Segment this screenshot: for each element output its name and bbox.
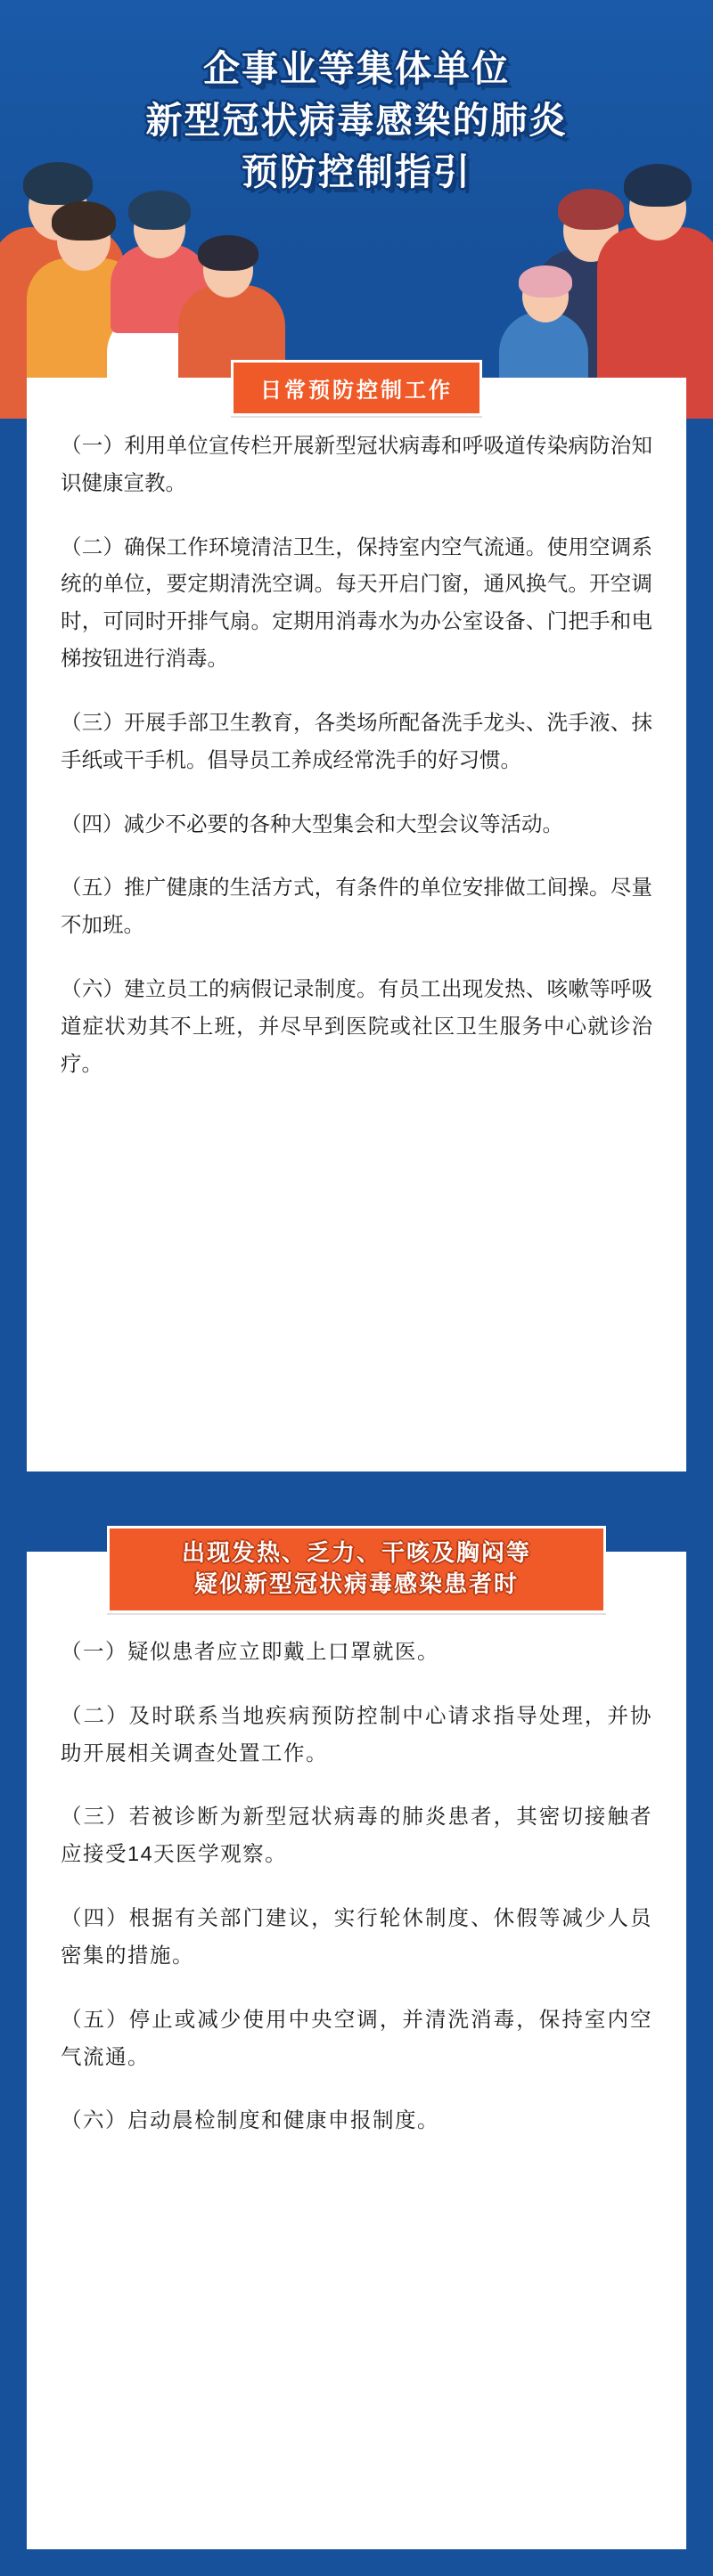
list-item: （六）启动晨检制度和健康申报制度。	[61, 2108, 439, 2132]
section-body	[27, 1552, 686, 2175]
list-item: （一）疑似患者应立即戴上口罩就医。	[61, 1640, 439, 1663]
title-line-2: 新型冠状病毒感染的肺炎	[145, 100, 568, 142]
section-banner-daily-prevention: 日常预防控制工作	[231, 360, 482, 416]
title-line-1: 企事业等集体单位	[203, 48, 510, 89]
list-item: （六）建立员工的病假记录制度。有员工出现发热、咳嗽等呼吸道症状劝其不上班，并尽早到医院或社区卫生服务中心就诊治疗。	[61, 977, 652, 1075]
list-item: （二）及时联系当地疾病预防控制中心请求指导处理，并协助开展相关调查处置工作。	[61, 1703, 652, 1765]
person-hair	[519, 265, 572, 298]
list-item: （四）根据有关部门建议，实行轮休制度、休假等减少人员密集的措施。	[61, 1906, 652, 1967]
section-card-daily-prevention	[27, 378, 686, 1471]
banner-line-2: 疑似新型冠状病毒感染患者时	[193, 1569, 519, 1597]
list-item: （四）减少不必要的各种大型集会和大型会议等活动。	[61, 811, 563, 836]
section-body	[27, 378, 686, 1119]
list-item: （五）停止或减少使用中央空调，并清洗消毒，保持室内空气流通。	[61, 2007, 652, 2068]
list-item: （五）推广健康的生活方式，有条件的单位安排做工间操。尽量不加班。	[61, 876, 652, 937]
title-line-3: 预防控制指引	[242, 151, 471, 193]
person-hair	[198, 235, 258, 271]
list-item: （三）若被诊断为新型冠状病毒的肺炎患者，其密切接触者应接受14天医学观察。	[61, 1805, 652, 1866]
list-item: （一）利用单位宣传栏开展新型冠状病毒和呼吸道传染病防治知识健康宣教。	[61, 434, 652, 494]
poster-title	[0, 43, 713, 199]
banner-line-1: 出现发热、乏力、干咳及胸闷等	[181, 1539, 531, 1566]
list-item: （二）确保工作环境清洁卫生，保持室内空气流通。使用空调系统的单位，要定期清洗空调。每天开启门窗，通风换气。开空调时，可同时开排气扇。定期用消毒水为办公室设备、门把手和电梯按钮进行消毒。	[61, 534, 652, 671]
list-item: （三）开展手部卫生教育，各类场所配备洗手龙头、洗手液、抹手纸或干手机。倡导员工养成经常洗手的好习惯。	[61, 710, 652, 771]
section-banner-suspected-case	[107, 1526, 606, 1613]
section-card-suspected-case	[27, 1552, 686, 2549]
